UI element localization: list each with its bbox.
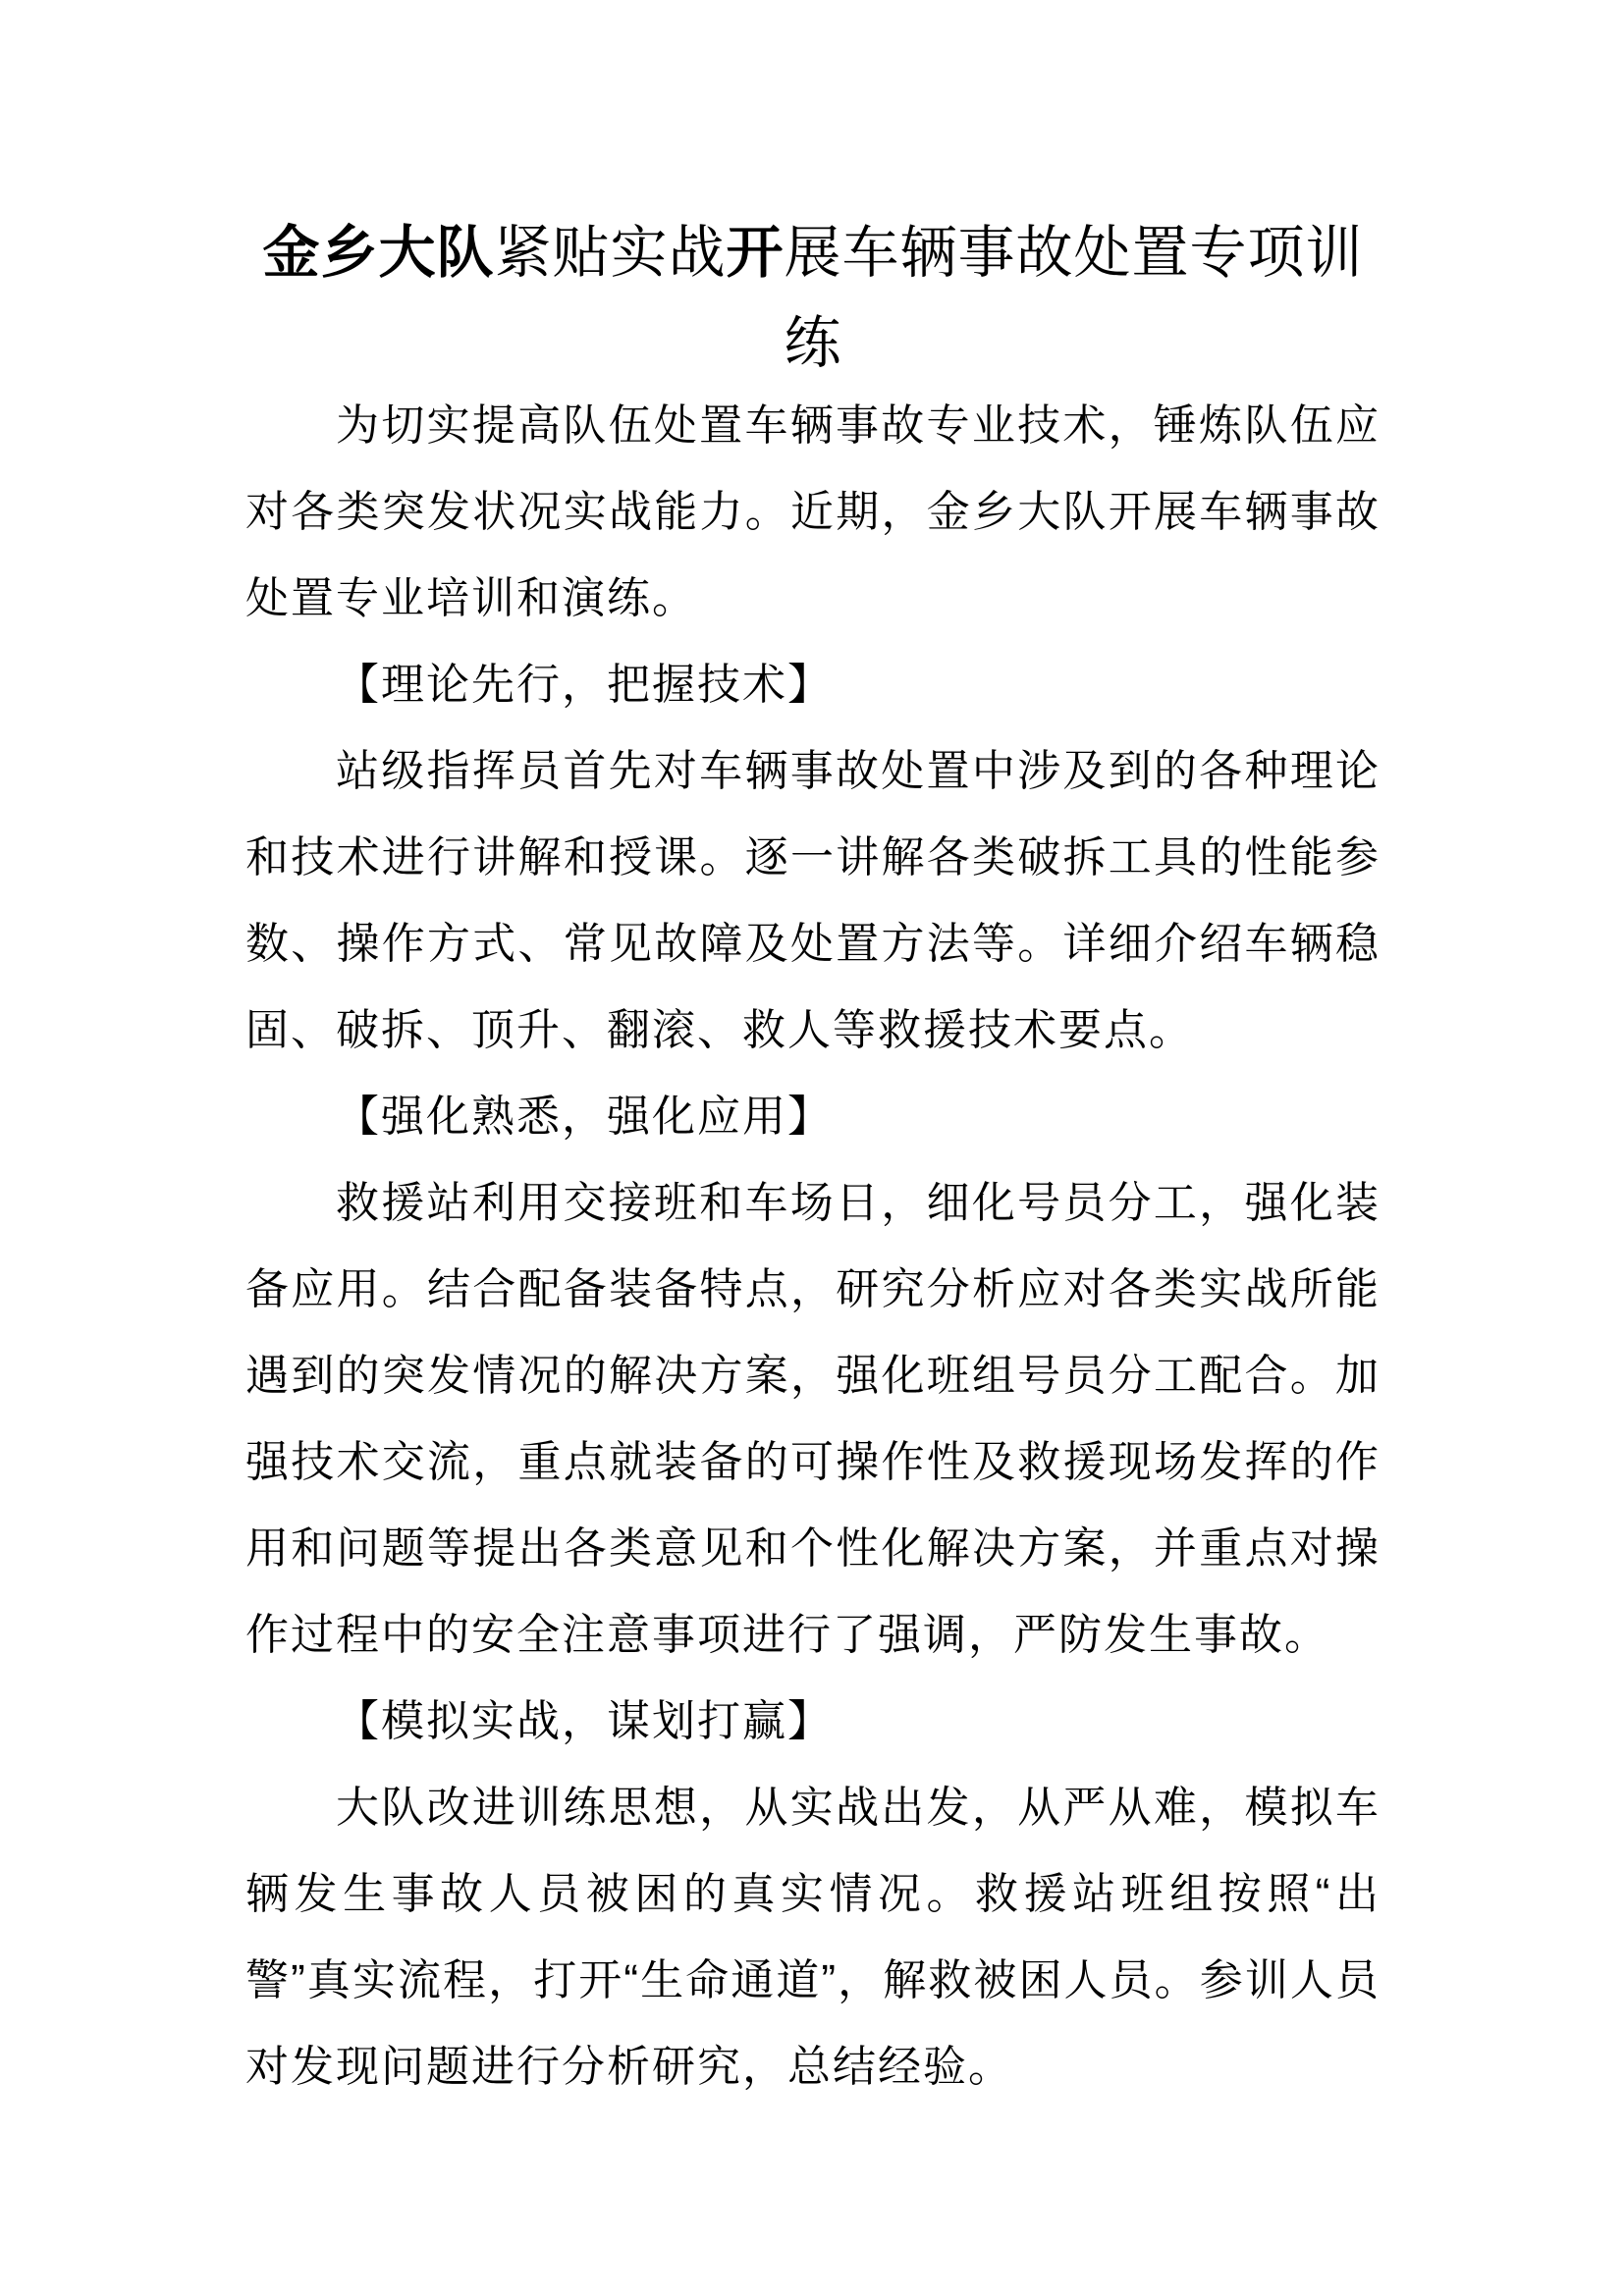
title-segment: 紧贴实战 bbox=[494, 221, 727, 285]
section-heading: 【理论先行，把握技术】 bbox=[336, 661, 833, 709]
body-paragraph: 站级指挥员首先对车辆事故处置中涉及到的各种理论和技术进行讲解和授课。逐一讲解各类破拆工具的性能参数、操作方式、常见故障及处置方法等。详细介绍车辆稳固、破拆、顶升、翻滚、救人等救援技术要点。 bbox=[245, 747, 1380, 1054]
body-paragraph: 大队改进训练思想，从实战出发，从严从难，模拟车辆发生事故人员被困的真实情况。救援站班组按照“出警”真实流程，打开“生命通道”，解救被困人员。参训人员对发现问题进行分析研究，总结经验。 bbox=[245, 1784, 1380, 2091]
body-paragraph: 为切实提高队伍处置车辆事故专业技术，锤炼队伍应对各类突发状况实战能力。近期，金乡大队开展车辆事故处置专业培训和演练。 bbox=[245, 401, 1380, 622]
title-segment: 开 bbox=[726, 221, 785, 285]
title-segment: 展车辆事故处置专项训练 bbox=[784, 221, 1364, 375]
title-segment: 金乡大队 bbox=[262, 221, 495, 285]
section-heading: 【模拟实战，谋划打赢】 bbox=[336, 1697, 833, 1745]
document-body bbox=[245, 383, 1380, 2110]
body-paragraph: 救援站利用交接班和车场日，细化号员分工，强化装备应用。结合配备装备特点，研究分析应对各类实战所能遇到的突发情况的解决方案，强化班组号员分工配合。加强技术交流，重点就装备的可操作性及救援现场发挥的作用和问题等提出各类意见和个性化解决方案，并重点对操作过程中的安全注意事项进行了强调，严防发生事故。 bbox=[245, 1179, 1380, 1659]
section-heading: 【强化熟悉，强化应用】 bbox=[336, 1093, 833, 1141]
document-title bbox=[245, 208, 1380, 389]
